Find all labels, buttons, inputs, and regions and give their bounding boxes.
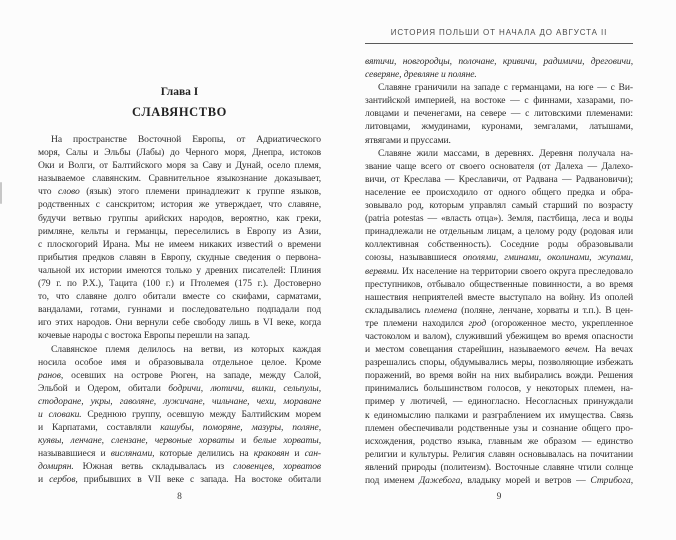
text-line: стодоране, укры, гаволяне, лужичане, чильчане, чехи, мораване — [38, 395, 321, 407]
text-line: вятичи, новгородцы, полочане, кривичи, радимичи, дреговичи, — [365, 56, 633, 67]
text-line: принадлежали не отдельным лицам, а целому роду (родовая или — [365, 226, 633, 238]
text-line: Славянское племя делилось на ветви, из которых каждая — [51, 343, 321, 355]
text-line: ятвягами и пруссами. — [365, 134, 451, 146]
text-line: и Карпатами, составляли кашубы, поморяне, мазуры, поляне, — [38, 422, 321, 434]
text-line: зантийской империей, на востоке — с финнами, хазарами, по- — [365, 95, 633, 107]
text-line: нашествия неприятелей вместе выступало на войну. Из ополей — [365, 291, 633, 303]
text-line: складывались племена (поляне, ленчане, хорваты и т.п.). В цен- — [365, 304, 633, 316]
text-line: прибытия предков славян в Европу, скудные сведения о первона- — [38, 251, 321, 263]
text-line: носила особое имя и образовывала отдельное целое. Кроме — [38, 356, 321, 368]
text-line: Эльбой и Одером, обитали бодричи, лютичи, вилки, сельпулы, — [38, 382, 321, 394]
text-line: пример у лютичей, — единогласно. Несогласных принуждали — [365, 396, 633, 408]
text-line: явлений природы (политеизм). Восточные славяне чтили солнце — [365, 461, 633, 473]
text-line: тре племени находился грод (огороженное место, укрепленное — [365, 317, 633, 329]
left-page — [38, 86, 321, 487]
left-page-body — [38, 133, 321, 487]
text-line: моря, Салы и Эльбы (Лабы) до Черного моря, Днепра, истоков — [38, 147, 321, 159]
text-line: преступников, отбывало общественные повинности, а во время — [365, 278, 633, 290]
text-line: литовцами, жмудинами, куронами, земгалами, латышами, — [365, 121, 633, 133]
text-line: Славяне граничили на западе с германцами, на юге — с Ви- — [378, 82, 633, 94]
text-line: ловцами и печенегами, на севере — с литовскими племенами: — [365, 108, 633, 120]
text-line: население ее происходило от одного общего предка и обра- — [365, 186, 633, 198]
text-line: кочевые народы с востока Европы перешли на запад. — [38, 330, 250, 342]
text-line: звание чаще всего от своего основателя (от Далеха — Далехо- — [365, 160, 633, 172]
text-line: племен обеспечивали родственные узы и сознание общего про- — [365, 422, 633, 434]
text-line: религии и культуры. Религия славян основывалась на почитании — [365, 448, 633, 460]
text-line: (patria potestas — «власть отца»). Земля, пастбища, леса и воды — [365, 213, 633, 225]
chapter-label: Глава I — [160, 86, 199, 98]
text-line: северяне, древляне и поляне. — [365, 69, 477, 81]
right-page-body — [365, 55, 633, 487]
text-line: будучи ветвью группы арийских народов, вероятно, как греки, — [38, 212, 321, 224]
left-page-number: 8 — [177, 492, 182, 502]
text-line: Оки и Волги, от Балтийского моря за Саву и Дунай, осело племя, — [38, 160, 321, 172]
text-line: вервями. Их население на территории своего округа преследовало — [365, 265, 633, 277]
text-line: называемое славянским. Сравнительное языкознание доказывает, — [38, 173, 321, 185]
text-line: куявы, ленчане, слензане, червоные хорваты и белые хорваты, — [38, 435, 321, 447]
text-line: римляне, кельты и германцы, переселились в Европу из Азии, — [38, 225, 321, 237]
text-line: к единомыслию палками и разграблением их имущества. Связь — [365, 409, 633, 421]
text-line: чальной их истории имеются только у древних писателей: Плиния — [38, 264, 321, 276]
text-line: под именем Дажебога, владыку морей и ветров — Стрибога, — [365, 475, 633, 486]
chapter-title: СЛАВЯНСТВО — [132, 105, 227, 119]
text-line: частоколом и валом), служивший убежищем во время опасности — [365, 330, 633, 342]
text-line: союзы, называвшиеся ополями, гминами, околинами, жупами, — [365, 252, 633, 264]
text-line: то, что славяне долго обитали вместе со скифами, сарматами, — [38, 291, 321, 303]
right-page — [365, 28, 633, 487]
text-line: ранов, осевших на острове Рюген, на западе, между Салой, — [38, 369, 321, 381]
text-line: коллективная собственность). Соседние роды образовывали — [365, 239, 633, 251]
text-line: (79 г. по Р.Х.), Тацита (100 г.) и Птолемея (175 г.). Достоверно — [38, 278, 321, 290]
text-line: домирян. Южная ветвь складывалась из словенцев, хорватов — [38, 461, 321, 473]
right-page-number: 9 — [496, 492, 502, 502]
text-line: вандалами, готами, гуннами и последовательно подпадали под — [38, 304, 321, 316]
text-line: принимались большинством голосов, у некоторых племен, на- — [365, 383, 633, 395]
running-header: ИСТОРИЯ ПОЛЬШИ ОТ НАЧАЛА ДО АВГУСТА II — [390, 28, 608, 37]
text-line: и местом совещания старейшин, называемого вечем. На вечах — [365, 344, 633, 356]
text-line: вичи, от Креслава — Креславичи, от Радвана — Радвановичи); — [365, 173, 633, 185]
text-line: и сербов, прибывших в VII веке с запада. На востоке обитали — [38, 474, 321, 486]
text-line: разрешались споры, обдумывались меры, позволяющие избежать — [365, 357, 633, 369]
text-line: родственных с санскритом; история же утверждает, что славяне, — [38, 199, 321, 211]
text-line: поражений, во время войн на них выбирались вожди. Решения — [365, 370, 633, 382]
text-line: с плоскогорий Ирана. Мы не имеем никаких известий о времени — [38, 238, 321, 250]
scan-edge-artifact — [0, 182, 2, 204]
text-line: и словаки. Среднюю группу, осевшую между Балтийским морем — [38, 408, 321, 420]
text-line: что слово (язык) этого племени принадлежит к группе языков, — [38, 186, 321, 198]
running-header-rule — [365, 43, 633, 44]
text-line: называвшиеся и вислянами, которые делились на краковян и сан- — [38, 448, 321, 460]
text-line: зовывало род, которым управлял самый старший по возрасту — [365, 200, 633, 212]
text-line: исхождения, родство языка, главным же образом — единство — [365, 435, 633, 447]
text-line: На пространстве Восточной Европы, от Адриатического — [51, 134, 321, 145]
text-line: иго этих народов. Они вернули себе свободу лишь в VI веке, когда — [38, 317, 321, 329]
text-line: Славяне жили массами, в деревнях. Деревня получала на- — [378, 147, 633, 159]
